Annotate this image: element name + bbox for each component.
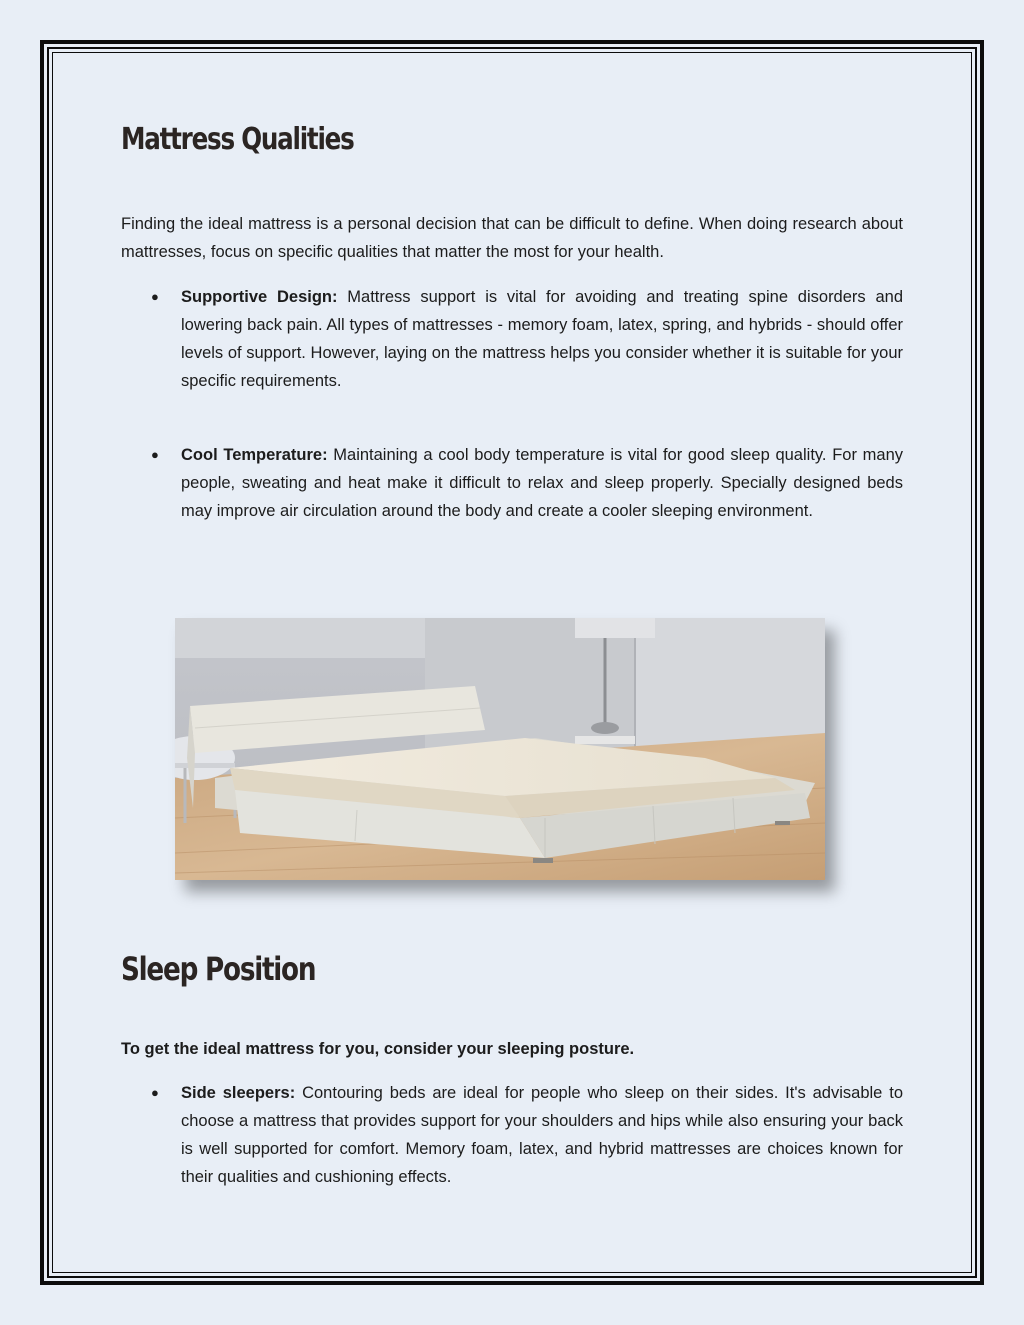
bullet-cool-temperature xyxy=(151,441,903,525)
bullet-label: Supportive Design: xyxy=(181,288,338,306)
bullet-label: Cool Temperature: xyxy=(181,446,328,464)
bullet-text: Contouring beds are ideal for people who sleep on their sides. It's advisable to choose a mattress that provides support for your shoulders and hips while also ensuring your back is well supported for comfort. Memory foam, latex, and hybrid mattresses are choices known for their qualities and cushioning effects. xyxy=(181,1084,903,1186)
lead-sentence: To get the ideal mattress for you, consider your sleeping posture. xyxy=(121,1040,635,1058)
bullet-label: Side sleepers: xyxy=(181,1084,296,1102)
bullet-dot: ● xyxy=(151,447,159,462)
intro-paragraph: Finding the ideal mattress is a personal decision that can be difficult to define. When doing research about mattresses, focus on specific qualities that matter the most for your health. xyxy=(121,215,903,261)
bullet-text: Maintaining a cool body temperature is vital for good sleep quality. For many people, sweating and heat make it difficult to relax and sleep properly. Specially designed beds may improve air circulation around the body and create a cooler sleeping environment. xyxy=(181,446,903,520)
bullet-side-sleepers xyxy=(151,1079,903,1191)
mattress-bed-photo xyxy=(175,618,825,880)
section-heading-sleep-position: Sleep Position xyxy=(121,950,316,988)
bullet-dot: ● xyxy=(151,289,159,304)
bullet-dot: ● xyxy=(151,1085,159,1100)
bullet-supportive-design xyxy=(151,283,903,395)
section-heading-mattress-qualities: Mattress Qualities xyxy=(121,122,354,157)
bullet-text: Mattress support is vital for avoiding and treating spine disorders and lowering back pain. All types of mattresses - memory foam, latex, spring, and hybrids - should offer levels of support. However, laying on the mattress helps you consider whether it is suitable for your specific requirements. xyxy=(181,288,903,390)
